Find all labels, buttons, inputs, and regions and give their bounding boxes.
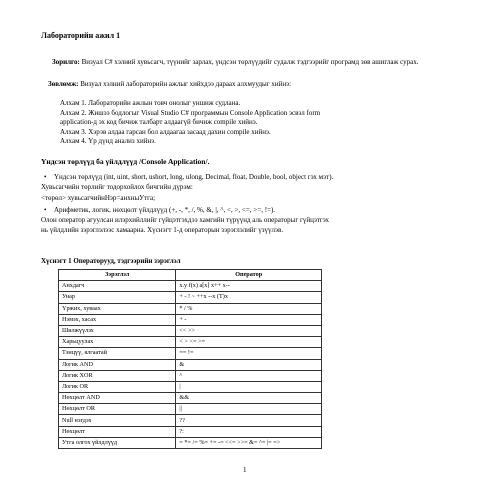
operator-cell: ?: (176, 426, 322, 437)
operator-cell: + - (176, 314, 322, 325)
operator-cell: | (176, 381, 322, 392)
operators-description-2: нь үйлдлийн зэрэглэлээс хамаарна. Хүснэгт 1-д операторын зэрэглэлийг үзүүлэв. (41, 226, 284, 234)
table-row (59, 393, 322, 404)
table-row (59, 348, 322, 359)
lab-title: Лабораторийн ажил 1 (41, 31, 121, 40)
operator-cell: < > <= >= (176, 337, 322, 348)
table-row (59, 292, 322, 303)
header-precedence: Зэрэглэл (59, 270, 176, 281)
table-row (59, 281, 322, 292)
precedence-cell: Анхдагч (59, 281, 176, 292)
precedence-cell: Логик AND (59, 359, 176, 370)
table-row (59, 381, 322, 392)
operator-cell: << >> (176, 325, 322, 336)
header-operator: Оператор (176, 270, 322, 281)
operators-description-1: Олон оператор агуулсан илэрхийллийг гүйцэтгэхдээ хамгийн түрүүнд аль операторыг гүйцэтгэх (41, 216, 329, 224)
table-row (59, 314, 322, 325)
section-body (41, 172, 471, 235)
section-heading: Үндсэн төрлүүд ба үйлдлүүд /Console Application/. (41, 157, 210, 166)
operator-cell: x.y f(x) a[x] x++ x-- (176, 281, 322, 292)
syntax-line: <төрөл> хувьсагчийнНэр=анхныУтга; (41, 194, 156, 202)
table-row (59, 426, 322, 437)
operator-cell: || (176, 404, 322, 415)
table-row (59, 359, 322, 370)
instruction-label: Зөвлөмж: (48, 80, 79, 88)
goal-text: Визуал C# хэлний хувьсагч, түүнийг зарлах, үндсэн төрлүүдийг судалж тэдгээрийг програмд зөв ашиглаж сурах. (79, 58, 419, 66)
table-row (59, 404, 322, 415)
operator-precedence-table (58, 269, 322, 449)
precedence-cell: Нөхцөлт (59, 426, 176, 437)
steps-list (60, 99, 470, 147)
operator-cell: ^ (176, 370, 322, 381)
goal-paragraph (52, 57, 472, 67)
table-row (59, 370, 322, 381)
table-row (59, 415, 322, 426)
operator-cell: & (176, 359, 322, 370)
step-item: Алхам 4. Үр дүнд анализ хийнэ. (60, 137, 156, 145)
step-item: Алхам 2. Жишээ бодлогыг Visual Studio C# программын Console Application эсвэл form (60, 108, 321, 117)
operators-bullet: • Арифметик, логик, нөхцөлт үйлдлүүд (+, -, *, /, %, &, |, ^, <, >, <=, >=, !=). (41, 205, 471, 215)
step-item: application-д эх код бичиж талбарт алдаагүй бичиж compile хийнэ. (60, 118, 258, 126)
operator-cell: + - ! ~ ++x --x (T)x (176, 292, 322, 303)
table-row (59, 437, 322, 448)
table-row (59, 303, 322, 314)
operator-cell: * / % (176, 303, 322, 314)
precedence-cell: Утга олгох үйлдлүүд (59, 437, 176, 448)
operator-cell: && (176, 393, 322, 404)
instruction-paragraph (48, 79, 468, 89)
table-row (59, 337, 322, 348)
precedence-cell: Унар (59, 292, 176, 303)
table-header-row (59, 270, 322, 281)
precedence-cell: Шилжүүлэх (59, 325, 176, 336)
types-bullet: • Үндсэн төрлүүд (int, uint, short, ushort, long, ulong, Decimal, float, Double, bool, object гэх мэт). (41, 172, 471, 182)
precedence-cell: Null нэгдэх (59, 415, 176, 426)
precedence-cell: Харьцуулах (59, 337, 176, 348)
precedence-cell: Логик XOR (59, 370, 176, 381)
operator-cell: == != (176, 348, 322, 359)
operator-cell: = *= /= %= += -= <<= >>= &= ^= |= => (176, 437, 322, 448)
goal-label: Зорилго: (52, 58, 80, 66)
precedence-cell: Үржих, хуваах (59, 303, 176, 314)
precedence-cell: Тэнцүү, ялгаатай (59, 348, 176, 359)
precedence-cell: Нөхцөлт AND (59, 393, 176, 404)
precedence-cell: Нэмэх, хасах (59, 314, 176, 325)
table-row (59, 325, 322, 336)
step-item: Алхам 1. Лабораторийн ажлын товч онолыг уншиж судлана. (60, 99, 241, 107)
instruction-text: Визуал хэлний лабораторийн ажлыг хийхдээ дараах алхмуудыг хийнэ: (78, 80, 292, 88)
operator-cell: ?? (176, 415, 322, 426)
precedence-cell: Нөхцөлт OR (59, 404, 176, 415)
step-item: Алхам 3. Хэрэв алдаа гарсан бол алдаагаа засаад дахин compile хийнэ. (60, 127, 271, 136)
page-number: 1 (243, 466, 247, 474)
precedence-cell: Логик OR (59, 381, 176, 392)
table-caption: Хүснэгт 1 Операторууд, тэдгээрийн зэрэглэл (41, 257, 181, 265)
types-description: Хувьсагчийн төрлийг тодорхойлох бичгийн дүрэм: (41, 183, 193, 191)
